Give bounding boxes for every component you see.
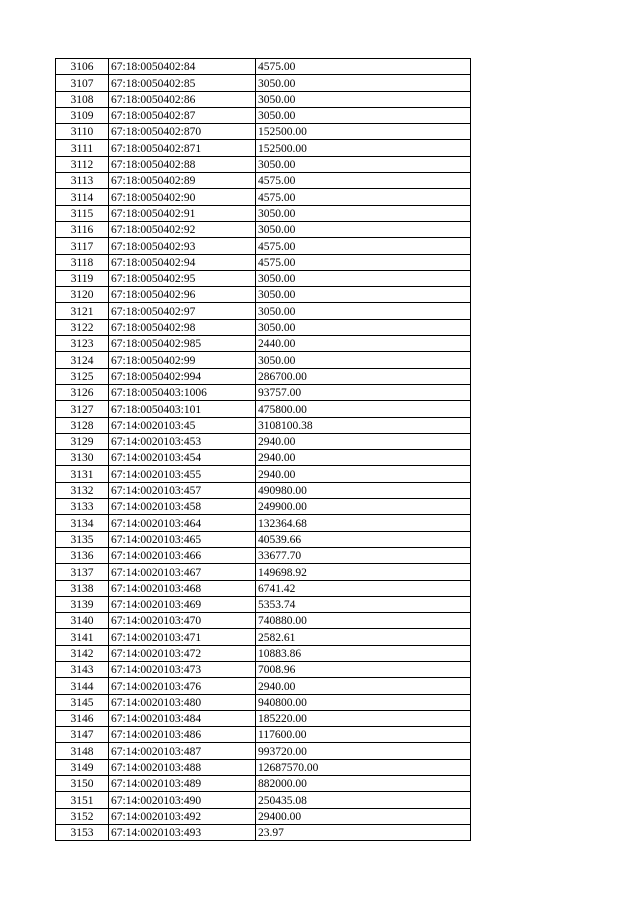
row-number-cell: 3130 [56, 450, 109, 466]
value-cell: 4575.00 [256, 254, 471, 270]
table-row [56, 156, 471, 172]
table-body [56, 59, 471, 841]
value-cell: 2440.00 [256, 336, 471, 352]
value-cell: 4575.00 [256, 189, 471, 205]
value-cell: 10883.86 [256, 645, 471, 661]
value-cell: 3050.00 [256, 75, 471, 91]
row-number-cell: 3140 [56, 613, 109, 629]
value-cell: 185220.00 [256, 710, 471, 726]
cadastral-number-cell: 67:18:0050402:96 [109, 287, 256, 303]
row-number-cell: 3137 [56, 564, 109, 580]
cadastral-value-table [55, 58, 471, 841]
cadastral-number-cell: 67:14:0020103:487 [109, 743, 256, 759]
value-cell: 4575.00 [256, 238, 471, 254]
value-cell: 132364.68 [256, 515, 471, 531]
table-row [56, 499, 471, 515]
row-number-cell: 3127 [56, 401, 109, 417]
cadastral-number-cell: 67:14:0020103:458 [109, 499, 256, 515]
cadastral-number-cell: 67:18:0050402:94 [109, 254, 256, 270]
value-cell: 12687570.00 [256, 759, 471, 775]
table-row [56, 75, 471, 91]
table-row [56, 710, 471, 726]
row-number-cell: 3145 [56, 694, 109, 710]
cadastral-number-cell: 67:14:0020103:465 [109, 531, 256, 547]
cadastral-number-cell: 67:14:0020103:471 [109, 629, 256, 645]
value-cell: 3108100.38 [256, 417, 471, 433]
row-number-cell: 3119 [56, 270, 109, 286]
table-row [56, 401, 471, 417]
value-cell: 4575.00 [256, 173, 471, 189]
table-row [56, 645, 471, 661]
row-number-cell: 3107 [56, 75, 109, 91]
value-cell: 3050.00 [256, 156, 471, 172]
cadastral-number-cell: 67:14:0020103:493 [109, 824, 256, 840]
value-cell: 3050.00 [256, 91, 471, 107]
cadastral-number-cell: 67:14:0020103:488 [109, 759, 256, 775]
cadastral-number-cell: 67:14:0020103:476 [109, 678, 256, 694]
value-cell: 152500.00 [256, 140, 471, 156]
table-row [56, 564, 471, 580]
value-cell: 29400.00 [256, 808, 471, 824]
cadastral-number-cell: 67:14:0020103:480 [109, 694, 256, 710]
row-number-cell: 3121 [56, 303, 109, 319]
row-number-cell: 3111 [56, 140, 109, 156]
cadastral-number-cell: 67:18:0050402:87 [109, 107, 256, 123]
row-number-cell: 3109 [56, 107, 109, 123]
cadastral-number-cell: 67:18:0050402:994 [109, 368, 256, 384]
value-cell: 3050.00 [256, 319, 471, 335]
value-cell: 40539.66 [256, 531, 471, 547]
cadastral-number-cell: 67:14:0020103:490 [109, 792, 256, 808]
table-row [56, 450, 471, 466]
cadastral-number-cell: 67:18:0050402:92 [109, 221, 256, 237]
row-number-cell: 3118 [56, 254, 109, 270]
row-number-cell: 3114 [56, 189, 109, 205]
cadastral-number-cell: 67:14:0020103:473 [109, 661, 256, 677]
cadastral-number-cell: 67:18:0050402:871 [109, 140, 256, 156]
cadastral-number-cell: 67:18:0050402:98 [109, 319, 256, 335]
table-row [56, 808, 471, 824]
row-number-cell: 3136 [56, 547, 109, 563]
value-cell: 249900.00 [256, 499, 471, 515]
row-number-cell: 3106 [56, 59, 109, 75]
row-number-cell: 3124 [56, 352, 109, 368]
cadastral-number-cell: 67:14:0020103:455 [109, 466, 256, 482]
table-row [56, 629, 471, 645]
cadastral-number-cell: 67:14:0020103:489 [109, 776, 256, 792]
cadastral-number-cell: 67:14:0020103:453 [109, 433, 256, 449]
row-number-cell: 3139 [56, 596, 109, 612]
table-row [56, 531, 471, 547]
cadastral-number-cell: 67:14:0020103:457 [109, 482, 256, 498]
row-number-cell: 3150 [56, 776, 109, 792]
cadastral-number-cell: 67:14:0020103:472 [109, 645, 256, 661]
table-row [56, 417, 471, 433]
row-number-cell: 3138 [56, 580, 109, 596]
row-number-cell: 3128 [56, 417, 109, 433]
value-cell: 2940.00 [256, 678, 471, 694]
row-number-cell: 3112 [56, 156, 109, 172]
value-cell: 2582.61 [256, 629, 471, 645]
value-cell: 740880.00 [256, 613, 471, 629]
table-row [56, 694, 471, 710]
row-number-cell: 3126 [56, 384, 109, 400]
cadastral-number-cell: 67:14:0020103:492 [109, 808, 256, 824]
cadastral-number-cell: 67:14:0020103:464 [109, 515, 256, 531]
cadastral-number-cell: 67:14:0020103:470 [109, 613, 256, 629]
row-number-cell: 3135 [56, 531, 109, 547]
value-cell: 7008.96 [256, 661, 471, 677]
row-number-cell: 3123 [56, 336, 109, 352]
row-number-cell: 3125 [56, 368, 109, 384]
table-row [56, 173, 471, 189]
table-row [56, 336, 471, 352]
table-row [56, 221, 471, 237]
value-cell: 33677.70 [256, 547, 471, 563]
table-row [56, 613, 471, 629]
cadastral-number-cell: 67:14:0020103:469 [109, 596, 256, 612]
table-row [56, 384, 471, 400]
value-cell: 2940.00 [256, 466, 471, 482]
row-number-cell: 3134 [56, 515, 109, 531]
value-cell: 940800.00 [256, 694, 471, 710]
cadastral-number-cell: 67:18:0050402:89 [109, 173, 256, 189]
cadastral-number-cell: 67:18:0050402:97 [109, 303, 256, 319]
table-row [56, 189, 471, 205]
row-number-cell: 3133 [56, 499, 109, 515]
table-row [56, 91, 471, 107]
value-cell: 3050.00 [256, 287, 471, 303]
table-row [56, 727, 471, 743]
value-cell: 117600.00 [256, 727, 471, 743]
cadastral-number-cell: 67:18:0050403:101 [109, 401, 256, 417]
cadastral-number-cell: 67:18:0050403:1006 [109, 384, 256, 400]
row-number-cell: 3144 [56, 678, 109, 694]
table-row [56, 107, 471, 123]
value-cell: 3050.00 [256, 205, 471, 221]
cadastral-number-cell: 67:14:0020103:468 [109, 580, 256, 596]
table-row [56, 776, 471, 792]
cadastral-number-cell: 67:18:0050402:85 [109, 75, 256, 91]
row-number-cell: 3116 [56, 221, 109, 237]
cadastral-number-cell: 67:18:0050402:90 [109, 189, 256, 205]
cadastral-number-cell: 67:14:0020103:484 [109, 710, 256, 726]
table-row [56, 661, 471, 677]
row-number-cell: 3108 [56, 91, 109, 107]
cadastral-number-cell: 67:14:0020103:454 [109, 450, 256, 466]
value-cell: 3050.00 [256, 221, 471, 237]
row-number-cell: 3115 [56, 205, 109, 221]
table-row [56, 743, 471, 759]
value-cell: 23.97 [256, 824, 471, 840]
value-cell: 2940.00 [256, 450, 471, 466]
value-cell: 152500.00 [256, 124, 471, 140]
value-cell: 4575.00 [256, 59, 471, 75]
table-row [56, 792, 471, 808]
table-row [56, 824, 471, 840]
table-row [56, 515, 471, 531]
table-row [56, 596, 471, 612]
table-row [56, 759, 471, 775]
table-row [56, 59, 471, 75]
table-row [56, 368, 471, 384]
table-row [56, 352, 471, 368]
table-row [56, 140, 471, 156]
cadastral-number-cell: 67:18:0050402:95 [109, 270, 256, 286]
table-row [56, 254, 471, 270]
row-number-cell: 3113 [56, 173, 109, 189]
row-number-cell: 3110 [56, 124, 109, 140]
cadastral-number-cell: 67:14:0020103:466 [109, 547, 256, 563]
cadastral-number-cell: 67:14:0020103:486 [109, 727, 256, 743]
cadastral-number-cell: 67:14:0020103:467 [109, 564, 256, 580]
row-number-cell: 3152 [56, 808, 109, 824]
value-cell: 6741.42 [256, 580, 471, 596]
value-cell: 882000.00 [256, 776, 471, 792]
table-row [56, 482, 471, 498]
value-cell: 3050.00 [256, 352, 471, 368]
row-number-cell: 3146 [56, 710, 109, 726]
row-number-cell: 3117 [56, 238, 109, 254]
row-number-cell: 3143 [56, 661, 109, 677]
table-row [56, 319, 471, 335]
value-cell: 993720.00 [256, 743, 471, 759]
value-cell: 5353.74 [256, 596, 471, 612]
table-row [56, 205, 471, 221]
row-number-cell: 3141 [56, 629, 109, 645]
value-cell: 93757.00 [256, 384, 471, 400]
row-number-cell: 3132 [56, 482, 109, 498]
row-number-cell: 3129 [56, 433, 109, 449]
table-row [56, 580, 471, 596]
value-cell: 490980.00 [256, 482, 471, 498]
value-cell: 3050.00 [256, 303, 471, 319]
value-cell: 3050.00 [256, 107, 471, 123]
value-cell: 475800.00 [256, 401, 471, 417]
row-number-cell: 3148 [56, 743, 109, 759]
value-cell: 2940.00 [256, 433, 471, 449]
row-number-cell: 3142 [56, 645, 109, 661]
row-number-cell: 3122 [56, 319, 109, 335]
cadastral-number-cell: 67:18:0050402:99 [109, 352, 256, 368]
cadastral-number-cell: 67:18:0050402:88 [109, 156, 256, 172]
value-cell: 149698.92 [256, 564, 471, 580]
cadastral-number-cell: 67:14:0020103:45 [109, 417, 256, 433]
table-row [56, 466, 471, 482]
table-row [56, 547, 471, 563]
table-row [56, 270, 471, 286]
row-number-cell: 3147 [56, 727, 109, 743]
cadastral-number-cell: 67:18:0050402:870 [109, 124, 256, 140]
table-row [56, 238, 471, 254]
table-row [56, 287, 471, 303]
cadastral-number-cell: 67:18:0050402:91 [109, 205, 256, 221]
cadastral-number-cell: 67:18:0050402:93 [109, 238, 256, 254]
table-row [56, 433, 471, 449]
cadastral-number-cell: 67:18:0050402:86 [109, 91, 256, 107]
cadastral-number-cell: 67:18:0050402:84 [109, 59, 256, 75]
value-cell: 250435.08 [256, 792, 471, 808]
row-number-cell: 3120 [56, 287, 109, 303]
row-number-cell: 3131 [56, 466, 109, 482]
table-row [56, 303, 471, 319]
cadastral-number-cell: 67:18:0050402:985 [109, 336, 256, 352]
value-cell: 286700.00 [256, 368, 471, 384]
row-number-cell: 3149 [56, 759, 109, 775]
row-number-cell: 3153 [56, 824, 109, 840]
value-cell: 3050.00 [256, 270, 471, 286]
row-number-cell: 3151 [56, 792, 109, 808]
table-row [56, 124, 471, 140]
table-row [56, 678, 471, 694]
